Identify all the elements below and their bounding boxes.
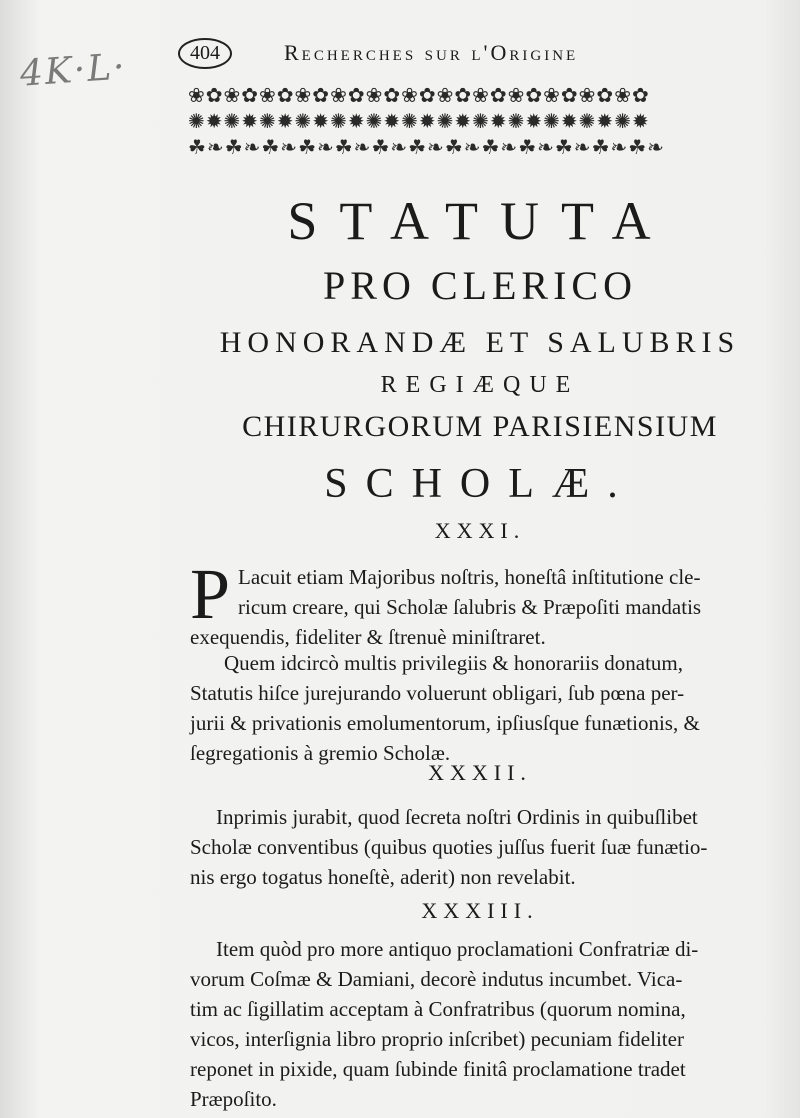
text-line: exequendis, fideliter & ſtrenuè miniſtraret. — [190, 625, 546, 649]
text-line: nis ergo togatus honeſtè, aderit) non revelabit. — [190, 865, 576, 889]
ornament-row: ☘❧☘❧☘❧☘❧☘❧☘❧☘❧☘❧☘❧☘❧☘❧☘❧☘❧ — [188, 135, 665, 159]
title-line-pro-clerico: PRO CLERICO — [323, 263, 637, 308]
section-number: XXXI. — [434, 518, 526, 543]
title-line-honorandae: HONORANDÆ ET SALUBRIS — [219, 326, 741, 359]
text-line: vicos, interſignia libro proprio inſcribet) pecuniam fideliter — [190, 1027, 684, 1051]
title-line-regiaeque: REGIÆQUE — [380, 372, 580, 398]
paragraph — [190, 802, 762, 832]
paragraph — [190, 964, 762, 1114]
text-line: Lacuit etiam Majoribus noſtris, honeſtâ inſtitutione cle- — [238, 565, 701, 589]
section-number: XXXII. — [428, 760, 532, 785]
text-line: tim ac ſigillatim acceptam à Confratribus (quorum nomina, — [190, 997, 686, 1021]
text-line: Statutis hiſce jurejurando voluerunt obligari, ſub pœna per- — [190, 681, 685, 705]
title-line-chirurgorum: CHIRURGORUM PARISIENSIUM — [242, 410, 718, 443]
text-line: Scholæ conventibus (quibus quoties juſſus fuerit ſuæ funætio- — [190, 835, 708, 859]
running-head-title: Recherches sur l'Origine — [284, 40, 579, 65]
title-line-statuta: STATUTA — [287, 191, 673, 251]
ornament-row: ❀✿❀✿❀✿❀✿❀✿❀✿❀✿❀✿❀✿❀✿❀✿❀✿❀✿ — [188, 83, 650, 107]
paragraph — [238, 562, 762, 622]
paragraph — [190, 934, 762, 964]
section-number: XXXIII. — [421, 898, 539, 923]
text-line: jurii & privationis emolumentorum, ipſiusſque funætionis, & — [190, 711, 700, 735]
paragraph — [190, 648, 762, 678]
running-head — [178, 34, 778, 74]
text-line: vorum Coſmæ & Damiani, decorè indutus incumbet. Vica- — [190, 967, 683, 991]
text-line: Præpoſito. — [190, 1087, 277, 1111]
text-line: reponet in pixide, quam ſubinde finitâ proclamatione tradet — [190, 1057, 686, 1081]
title-line-scholae: SCHOLÆ. — [324, 461, 636, 507]
text-line: ſegregationis à gremio Scholæ. — [190, 741, 451, 765]
page-number: 404 — [178, 38, 232, 69]
paragraph — [190, 678, 762, 768]
paragraph — [190, 832, 762, 892]
text-line: Inprimis jurabit, quod ſecreta noſtri Ordinis in quibuſlibet — [216, 805, 698, 829]
handwritten-annotation: 4K·L· — [18, 46, 128, 95]
drop-cap: P — [190, 554, 231, 634]
text-line: Quem idcircò multis privilegiis & honorariis donatum, — [224, 651, 684, 675]
ornament-row: ✺✹✺✹✺✹✺✹✺✹✺✹✺✹✺✹✺✹✺✹✺✹✺✹✺✹ — [188, 109, 650, 133]
text-line: Item quòd pro more antiquo proclamationi Confratriæ di- — [216, 937, 699, 961]
text-line: ricum creare, qui Scholæ ſalubris & Præpoſiti mandatis — [238, 595, 702, 619]
ornamental-band — [188, 82, 760, 168]
